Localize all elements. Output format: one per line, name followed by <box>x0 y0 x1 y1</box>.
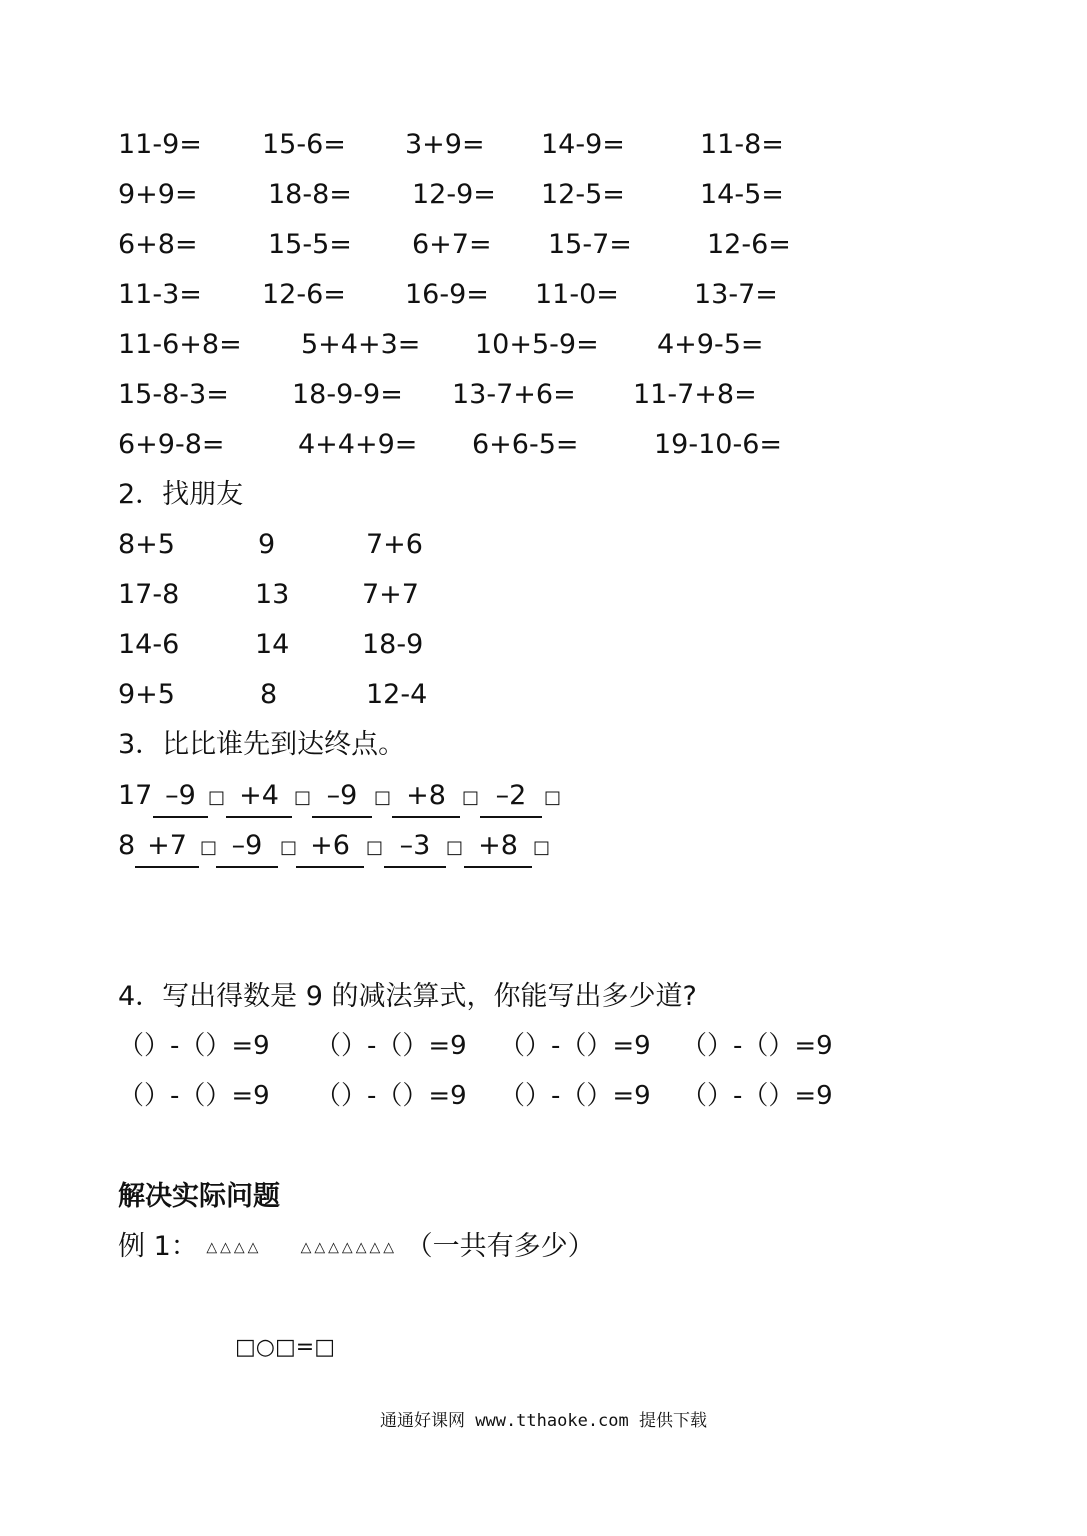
calc-item: 12-6= <box>707 229 791 260</box>
calc-item: 12-5= <box>541 179 625 210</box>
calc-item: 5+4+3= <box>301 329 421 360</box>
match-item: 14 <box>255 629 290 660</box>
match-item: 14-6 <box>118 629 180 660</box>
calc-item: 18-8= <box>268 179 352 210</box>
subtraction-blank[interactable]: （）-（）=9 <box>118 1031 270 1061</box>
chain-step: –2 <box>480 776 542 818</box>
match-item: 8 <box>260 679 278 710</box>
match-item: 9 <box>258 529 276 560</box>
calc-item: 15-8-3= <box>118 379 229 410</box>
subtraction-blank[interactable]: （）-（）=9 <box>499 1031 651 1061</box>
calc-item: 18-9-9= <box>292 379 403 410</box>
calc-item: 10+5-9= <box>475 329 599 360</box>
match-item: 7+7 <box>362 579 419 610</box>
subtraction-blank[interactable]: （）-（）=9 <box>315 1081 467 1111</box>
subtraction-blank[interactable]: （）-（）=9 <box>681 1081 833 1111</box>
calc-item: 15-6= <box>262 129 346 160</box>
calc-item: 11-8= <box>700 129 784 160</box>
calc-item: 12-9= <box>412 179 496 210</box>
calc-item: 6+6-5= <box>472 429 579 460</box>
race-chain-2 <box>118 826 568 870</box>
answer-box[interactable]: □ <box>200 837 218 858</box>
match-item: 13 <box>255 579 290 610</box>
chain-step: –9 <box>153 776 208 818</box>
calc-item: 15-7= <box>548 229 632 260</box>
subtraction-blank[interactable]: （）-（）=9 <box>681 1031 833 1061</box>
chain-step: –9 <box>312 776 372 818</box>
subtraction-blank[interactable]: （）-（）=9 <box>118 1081 270 1111</box>
subtraction-blank[interactable]: （）-（）=9 <box>315 1031 467 1061</box>
calc-item: 11-0= <box>535 279 619 310</box>
match-item: 9+5 <box>118 679 175 710</box>
race-chain-1 <box>118 776 578 820</box>
calc-item: 11-6+8= <box>118 329 242 360</box>
chain-step: +6 <box>296 826 364 868</box>
chain-step: –3 <box>384 826 446 868</box>
calc-item: 3+9= <box>405 129 485 160</box>
answer-box[interactable]: □ <box>462 787 480 808</box>
chain-step: +4 <box>226 776 292 818</box>
triangle-group-1: △△△△ <box>206 1239 262 1256</box>
example-line <box>118 1227 595 1268</box>
calc-item: 4+4+9= <box>298 429 418 460</box>
calc-item: 6+7= <box>412 229 492 260</box>
chain-step: +7 <box>135 826 199 868</box>
example-question: （一共有多少） <box>405 1231 595 1262</box>
calc-item: 12-6= <box>262 279 346 310</box>
answer-box[interactable]: □ <box>208 787 226 808</box>
calc-item: 6+8= <box>118 229 198 260</box>
calc-item: 14-5= <box>700 179 784 210</box>
subtraction-blank[interactable]: （）-（）=9 <box>499 1081 651 1111</box>
formula-blank[interactable]: □○□=□ <box>235 1335 335 1360</box>
answer-box[interactable]: □ <box>294 787 312 808</box>
answer-box[interactable]: □ <box>544 787 562 808</box>
answer-box[interactable]: □ <box>533 837 551 858</box>
answer-box[interactable]: □ <box>374 787 392 808</box>
section-title-practical: 解决实际问题 <box>118 1181 280 1212</box>
calc-item: 11-3= <box>118 279 202 310</box>
match-item: 7+6 <box>366 529 423 560</box>
calc-item: 4+9-5= <box>657 329 764 360</box>
answer-box[interactable]: □ <box>366 837 384 858</box>
answer-box[interactable]: □ <box>280 837 298 858</box>
calc-item: 6+9-8= <box>118 429 225 460</box>
match-item: 12-4 <box>366 679 428 710</box>
footer-text: 通通好课网 www.tthaoke.com 提供下载 <box>380 1411 707 1431</box>
answer-box[interactable]: □ <box>446 837 464 858</box>
calc-item: 13-7+6= <box>452 379 576 410</box>
calc-item: 14-9= <box>541 129 625 160</box>
match-item: 8+5 <box>118 529 175 560</box>
chain-step: +8 <box>392 776 460 818</box>
triangle-group-2: △△△△△△△ <box>300 1239 397 1256</box>
match-item: 18-9 <box>362 629 424 660</box>
calc-item: 11-7+8= <box>633 379 757 410</box>
example-label: 例 1： <box>118 1231 198 1262</box>
section-title-find-friends: 2．找朋友 <box>118 479 244 510</box>
chain-step: –9 <box>216 826 278 868</box>
calc-item: 16-9= <box>405 279 489 310</box>
calc-item: 13-7= <box>694 279 778 310</box>
chain-start: 17 <box>118 780 153 811</box>
chain-step: +8 <box>464 826 532 868</box>
calc-item: 9+9= <box>118 179 198 210</box>
section-title-race: 3．比比谁先到达终点。 <box>118 729 406 760</box>
calc-item: 15-5= <box>268 229 352 260</box>
calc-item: 19-10-6= <box>654 429 782 460</box>
match-item: 17-8 <box>118 579 180 610</box>
chain-start: 8 <box>118 830 136 861</box>
section-title-subtraction: 4．写出得数是 9 的减法算式，你能写出多少道? <box>118 981 697 1012</box>
calc-item: 11-9= <box>118 129 202 160</box>
